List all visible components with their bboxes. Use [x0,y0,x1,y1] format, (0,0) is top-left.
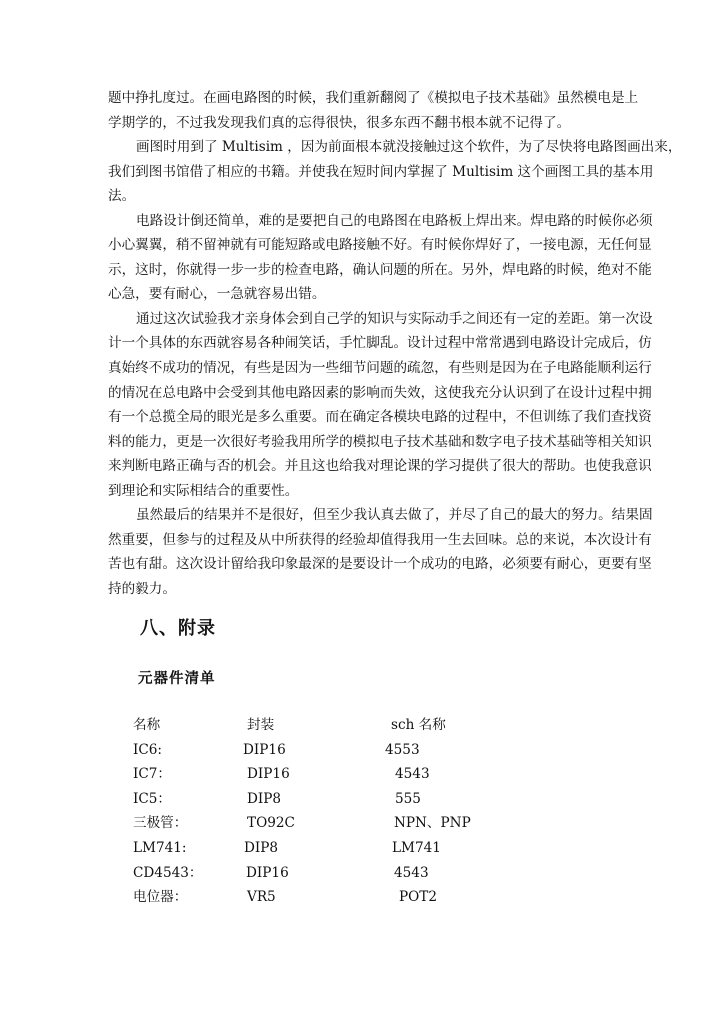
cell-sch-name: POT2 [399,889,438,906]
cell-sch-name: 4543 [395,766,430,783]
section-heading: 八、附录 [140,618,216,639]
text-line: 苦也有甜。这次设计留给我印象最深的是要设计一个成功的电路，必须要有耐心，更要有坚 [108,556,652,573]
text-line: 小心翼翼，稍不留神就有可能短路或电路接触不好。有时候你焊好了，一接电源，无任何显 [108,237,652,254]
cell-name: 电位器： [133,889,188,906]
text-line: 然重要，但参与的过程及从中所获得的经验却值得我用一生去回味。总的来说，本次设计有 [108,531,652,548]
cell-package: DIP16 [247,766,290,783]
cell-name: LM741: [133,839,187,856]
paragraph [108,86,639,135]
paragraph [108,209,653,307]
text-line: 的情况在总电路中会受到其他电路因素的影响而失效，这使我充分认识到了在设计过程中拥 [108,384,652,401]
text-line: 通过这次试验我才亲身体会到自己学的知识与实际动手之间还有一定的差距。第一次设 [136,310,653,327]
cell-sch-name: NPN、PNP [394,815,471,832]
cell-name: IC7： [133,766,172,783]
table-row [133,885,513,910]
table-row [133,787,513,812]
table-header-row [133,713,513,738]
text-line: 有一个总揽全局的眼光是多么重要。而在确定各模块电路的过程中，不但训练了我们查找资 [108,409,652,426]
header-sch-name: sch 名称 [391,717,446,733]
components-table [133,713,513,910]
cell-name: IC5： [133,790,172,807]
header-name: 名称 [133,717,161,733]
cell-package: DIP16 [243,741,286,758]
text-line: 学期学的，不过我发现我们真的忘得很快，很多东西不翻书根本就不记得了。 [108,114,571,131]
cell-package: TO92C [247,815,295,832]
cell-name: 三极管： [133,815,188,832]
table-row [133,811,513,836]
paragraph [108,503,653,601]
text-line: 料的能力，更是一次很好考验我用所学的模拟电子技术基础和数字电子技术基础等相关知识 [108,433,652,450]
text-line: 示，这时，你就得一步一步的检查电路，确认问题的所在。另外，焊电路的时候，绝对不能 [108,261,652,278]
paragraph [108,307,653,503]
text-line: 到理论和实际相结合的重要性。 [108,482,299,499]
text-line: 来判断电路正确与否的机会。并且这也给我对理论课的学习提供了很大的帮助。也使我意识 [108,458,652,475]
conclusion-body [108,86,682,601]
cell-sch-name: 555 [395,790,421,807]
cell-sch-name: LM741 [392,839,441,856]
paragraph [108,135,682,209]
table-row [133,738,513,763]
cell-name: IC6: [133,741,162,758]
text-line: 题中挣扎度过。在画电路图的时候，我们重新翻阅了《模拟电子技术基础》虽然模电是上 [108,90,639,106]
table-row [133,836,513,861]
cell-package: DIP16 [246,864,289,881]
cell-sch-name: 4553 [385,741,420,758]
cell-name: CD4543： [133,864,203,881]
text-line: 持的毅力。 [108,580,176,597]
header-package: 封装 [247,717,275,733]
cell-package: DIP8 [244,839,279,856]
text-line: 画图时用到了 Multisim ，因为前面根本就没接触过这个软件，为了尽快将电路图画出来， [136,139,682,156]
text-line: 心急，要有耐心，一急就容易出错。 [108,286,326,303]
cell-sch-name: 4543 [394,864,429,881]
cell-package: DIP8 [247,790,282,807]
text-line: 法。 [108,188,136,205]
cell-package: VR5 [247,889,276,906]
text-line: 电路设计倒还简单，难的是要把自己的电路图在电路板上焊出来。焊电路的时候你必须 [136,212,653,229]
subsection-heading: 元器件清单 [138,671,216,687]
text-line: 虽然最后的结果并不是很好，但至少我认真去做了，并尽了自己的最大的努力。结果固 [136,507,653,524]
table-row [133,861,513,886]
text-line: 真始终不成功的情况，有些是因为一些细节问题的疏忽，有些则是因为在子电路能顺利运行 [108,360,652,377]
text-line: 计一个具体的东西就容易各种闹笑话，手忙脚乱。设计过程中常常遇到电路设计完成后，仿 [108,335,652,352]
text-line: 我们到图书馆借了相应的书籍。并使我在短时间内掌握了 Multisim 这个画图工具的基本用 [108,163,654,180]
table-row [133,762,513,787]
